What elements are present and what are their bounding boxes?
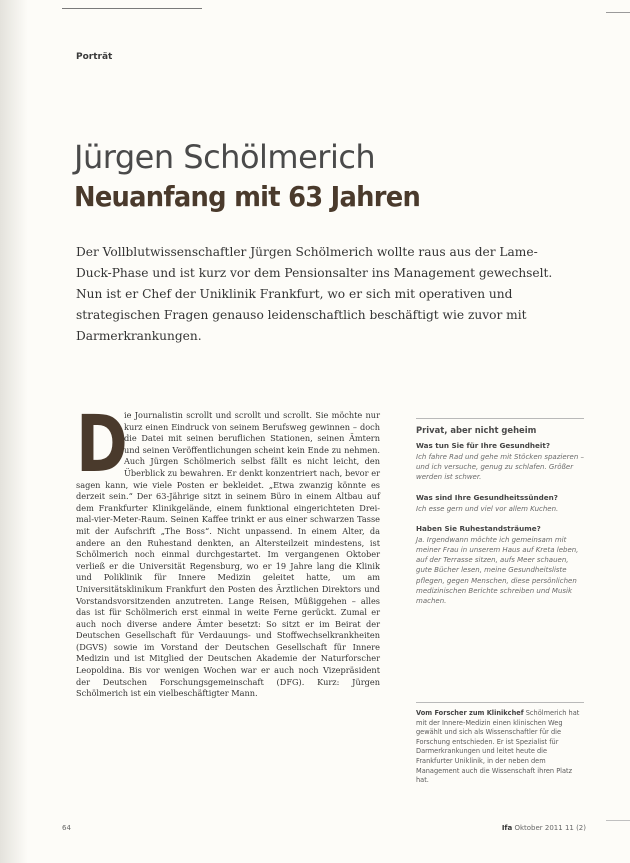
answer: Ich fahre Rad und gehe mit Stöcken spazieren – und ich versuche, genug zu schlafen. Größer werden ist schwer. xyxy=(416,453,584,482)
page-number-right: 11 (2) xyxy=(564,824,586,832)
headline: Neuanfang mit 63 Jahren xyxy=(74,180,421,213)
name-title: Jürgen Schölmerich xyxy=(74,138,376,176)
career-text xyxy=(416,709,584,786)
lead-paragraph: Der Vollblutwissenschaftler Jürgen Schölmerich wollte raus aus der Lame-Duck-Phase und ist kurz vor dem Pensionsalter ins Management gewechselt. Nun ist er Chef der Uniklinik Frankfurt, wo er sich mit operativen und strategischen Fragen genauso leidenschaftlich beschäftigt wie zuvor mit Darmerkrankungen. xyxy=(76,245,553,343)
dropcap: D xyxy=(76,400,128,490)
body-text: ie Journalistin scrollt und scrollt und scrollt. Sie möchte nur kurz einen Eindruck von seinem Berufsweg gewinnen – doch die Datei mit seinen beruflichen Stationen, seinen Ämtern und seinen Veröffentlichungen scheint kein Ende zu nehmen. Auch Jürgen Schölmerich selbst fällt es nicht leicht, den Überblick zu bewahren. Er denkt konzentriert nach, bevor er sagen kann, wie viele Posten er bekleidet. „Etwa zwanzig könnte es derzeit sein.“ Der 63-Jährige sitzt in seinem Büro in einem Altbau auf dem Frankfurter Klinikgelände, einem funktional eingerichteten Drei-mal-vier-Meter-Raum. Seinen Kaffee trinkt er aus einer schwarzen Tasse mit der Aufschrift „The Boss“. Nicht unpassend. In einem Alter, da andere an den Ruhestand denkten, an Altersteilzeit mindestens, ist Schölmerich noch einmal durchgestartet. Im vergangenen Oktober verließ er die Universität Regensburg, wo er 19 Jahre lang die Klinik und Poliklinik für Innere Medizin geleitet hatte, um am Universitätsklinikum Frankfurt den Posten des Ärztlichen Direktors und Vorstandsvorsitzenden anzutreten. Lange Reisen, Müßiggehen – alles das ist für Schölmerich erst einmal in weite Ferne gerückt. Zumal er auch noch diverse andere Ämter besetzt: So sitzt er im Beirat der Deutschen Gesellschaft für Verdauungs- und Stoffwechselkrankheiten (DGVS) sowie im Vorstand der Deutschen Gesellschaft für Innere Medizin und ist Mitglied der Deutschen Akademie der Naturforscher Leopoldina. Bis vor wenigen Wochen war er auch noch Vizepräsident der Deutschen Forschungsgemeinschaft (DFG). Kurz: Jürgen Schölmerich ist ein vielbeschäftigter Mann. xyxy=(76,410,380,699)
sidebar-heading: Privat, aber nicht geheim xyxy=(416,425,537,435)
scan-shadow xyxy=(0,0,28,863)
qa-item xyxy=(416,524,584,606)
top-rule-right xyxy=(606,12,630,13)
career-title: Vom Forscher zum Klinikchef xyxy=(416,709,524,717)
answer: Ja. Irgendwann möchte ich gemeinsam mit meiner Frau in unserem Haus auf Kreta leben, auf der Terrasse sitzen, aufs Meer schauen, gute Bücher lesen, meine Gesundheitsliste pflegen, gegen Menschen, diese persönlichen medizinischen Berichte schreiben und Musik machen. xyxy=(416,535,579,606)
sidebar-career xyxy=(416,702,584,786)
page-tick xyxy=(606,820,630,821)
page-number-left: 64 xyxy=(62,824,71,832)
question: Haben Sie Ruhestandsträume? xyxy=(416,523,541,533)
question: Was sind Ihre Gesundheitssünden? xyxy=(416,492,558,502)
career-body: Schölmerich hat mit der Innere-Medizin einen klinischen Weg gewählt und sich als Wissenschaftler für die Forschung entschieden. Er ist Spezialist für Darmerkrankungen und leitet heute die Frankfurter Uniklinik, in der neben dem Management auch die Wissenschaft ihren Platz hat. xyxy=(416,709,580,785)
section-label: Porträt xyxy=(76,52,113,62)
sidebar2-rule xyxy=(416,702,584,703)
magazine-name: Ifa xyxy=(501,824,513,832)
sidebar-rule xyxy=(416,418,584,419)
question: Was tun Sie für Ihre Gesundheit? xyxy=(416,441,550,450)
qa-item xyxy=(416,493,584,514)
answer: Ich esse gern und viel vor allem Kuchen. xyxy=(416,504,559,513)
qa-item xyxy=(416,441,584,483)
footer-right xyxy=(502,824,586,832)
issue-date: Oktober 2011 xyxy=(514,824,563,832)
sidebar-interview xyxy=(416,418,584,616)
top-rule xyxy=(62,8,202,9)
body-column xyxy=(76,400,380,700)
